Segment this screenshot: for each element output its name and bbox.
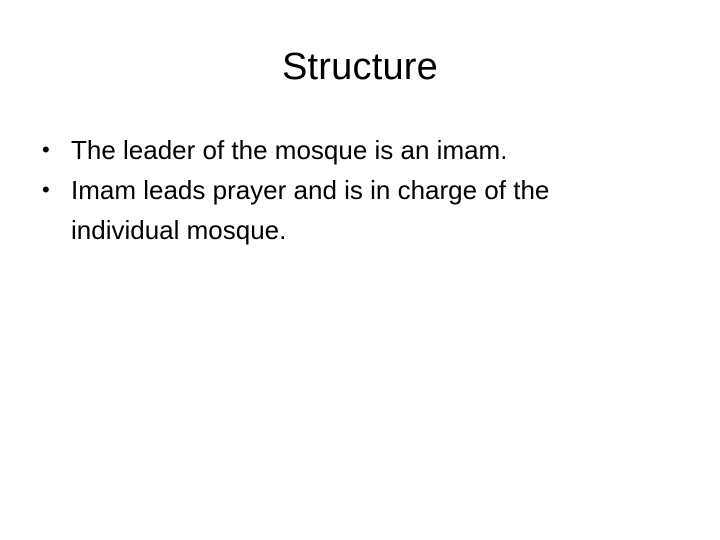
bullet-dot-icon: •	[42, 177, 50, 202]
bullet-item	[42, 130, 662, 170]
bullet-list	[42, 130, 662, 250]
bullet-dot-icon: •	[42, 137, 50, 162]
bullet-item	[42, 170, 662, 250]
bullet-text: Imam leads prayer and is in charge of the individual mosque.	[71, 175, 550, 245]
bullet-text: The leader of the mosque is an imam.	[71, 135, 508, 165]
slide-title: Structure	[282, 46, 438, 88]
